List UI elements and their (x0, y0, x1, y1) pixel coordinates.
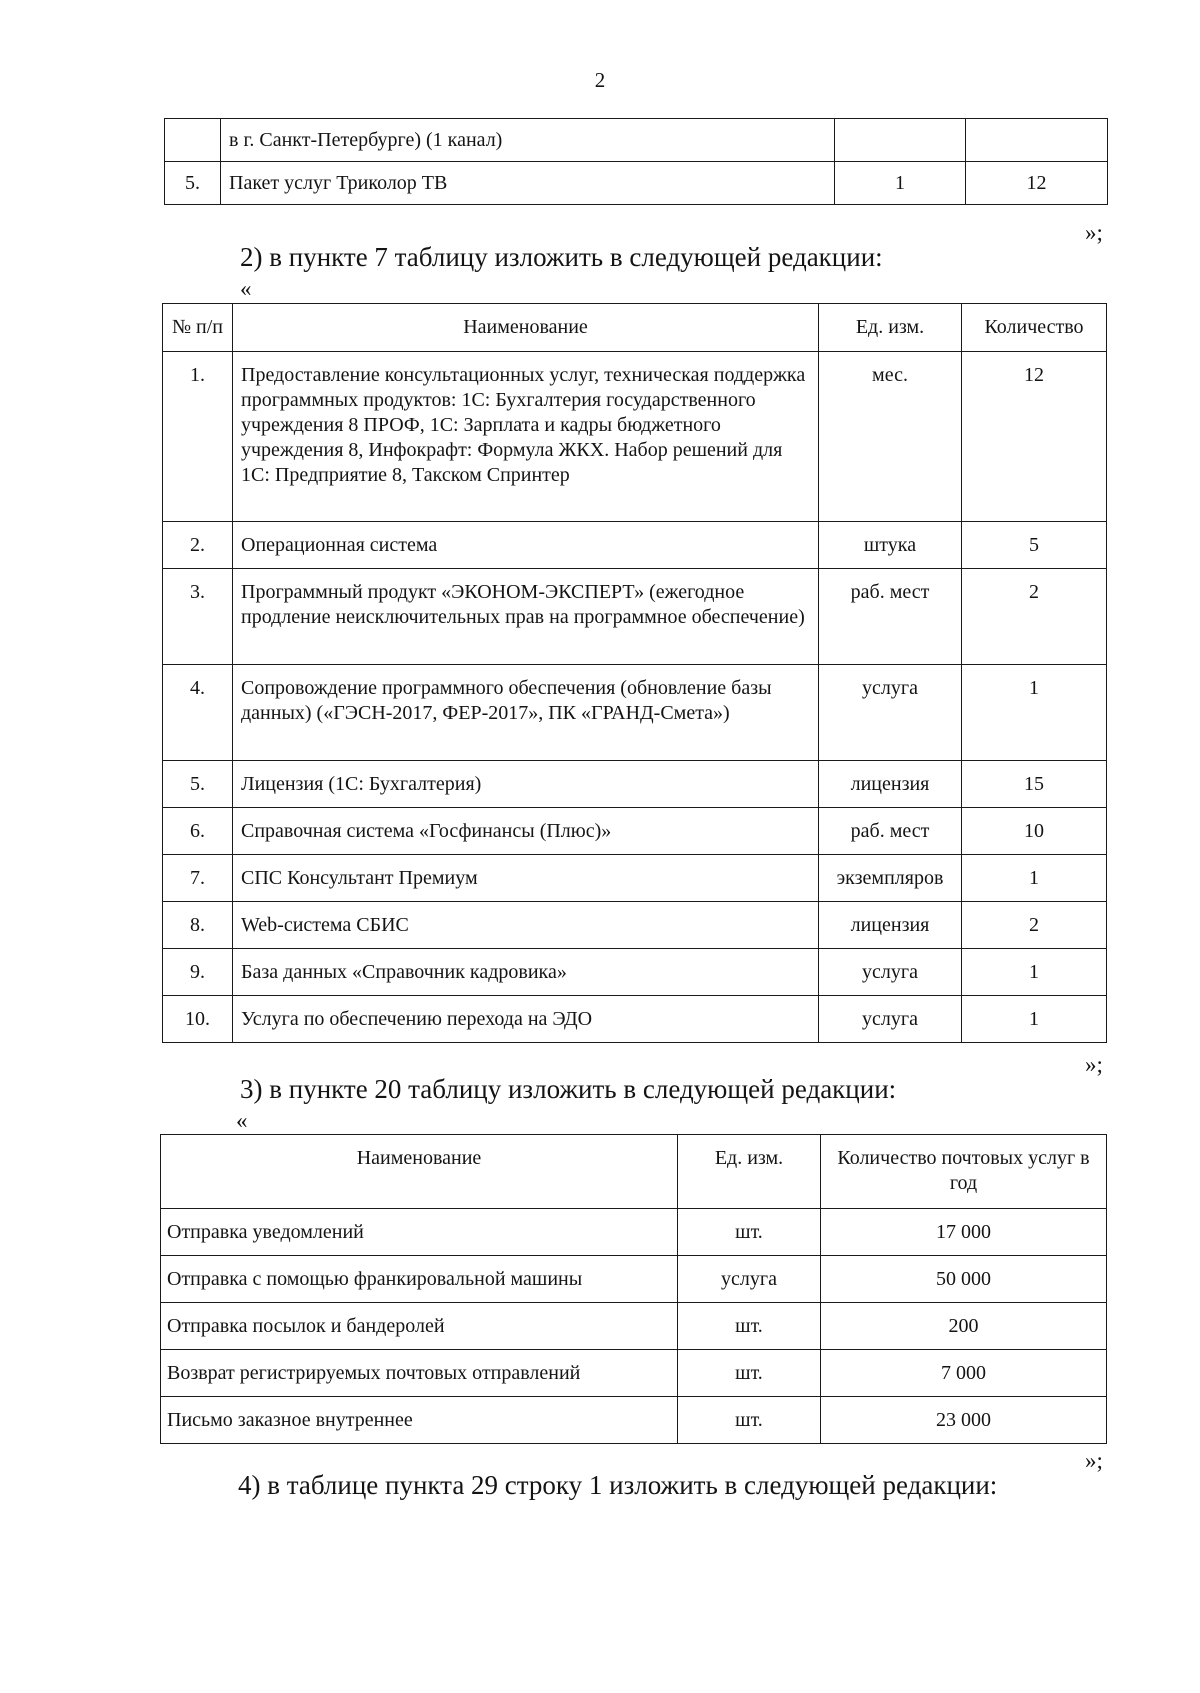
table-row (165, 119, 1108, 162)
table-cell: Услуга по обеспечению перехода на ЭДО (233, 996, 819, 1043)
table-cell: 2 (962, 569, 1107, 665)
table-cell: 1 (962, 996, 1107, 1043)
table-cell: услуга (819, 949, 962, 996)
table-cell: услуга (678, 1256, 821, 1303)
section-4-text: 4) в таблице пункта 29 строку 1 изложить в следующей редакции: (238, 1470, 998, 1500)
table-cell: 5 (962, 522, 1107, 569)
table-cell: экземпляров (819, 855, 962, 902)
table-cell: штука (819, 522, 962, 569)
table-row (163, 808, 1107, 855)
software-services-table (162, 303, 1107, 1043)
table-row (163, 949, 1107, 996)
table-cell: Отправка с помощью франкировальной машины (161, 1256, 678, 1303)
table-header-row (161, 1135, 1107, 1209)
table-cell: 2. (163, 522, 233, 569)
table-cell: Сопровождение программного обеспечения (обновление базы данных) («ГЭСН-2017, ФЕР-2017», ПК «ГРАНД-Смета») (233, 665, 819, 761)
table-row (161, 1397, 1107, 1444)
table-cell: услуга (819, 996, 962, 1043)
opening-quote-2: « (240, 276, 252, 301)
header-unit: Ед. изм. (678, 1135, 821, 1209)
table-row (163, 665, 1107, 761)
table-row (163, 522, 1107, 569)
table-cell (835, 119, 966, 162)
table-cell: раб. мест (819, 569, 962, 665)
table-cell: в г. Санкт-Петербурге) (1 канал) (221, 119, 835, 162)
table-cell: 15 (962, 761, 1107, 808)
table-cell (966, 119, 1108, 162)
table-cell: 7 000 (821, 1350, 1107, 1397)
table-cell: Возврат регистрируемых почтовых отправлений (161, 1350, 678, 1397)
table-cell: 12 (966, 162, 1108, 205)
table-header-row (163, 304, 1107, 352)
table-cell: 8. (163, 902, 233, 949)
closing-quote-2: »; (1085, 1052, 1103, 1077)
table-cell: Письмо заказное внутреннее (161, 1397, 678, 1444)
table-cell: 17 000 (821, 1209, 1107, 1256)
table-row (163, 996, 1107, 1043)
table-cell: 1 (835, 162, 966, 205)
table-cell: 1. (163, 352, 233, 522)
table-row (161, 1303, 1107, 1350)
table-row (163, 855, 1107, 902)
table-cell: СПС Консультант Премиум (233, 855, 819, 902)
table-cell: 10 (962, 808, 1107, 855)
table-cell: 4. (163, 665, 233, 761)
table-cell: 1 (962, 665, 1107, 761)
table-cell (165, 119, 221, 162)
table-cell: 23 000 (821, 1397, 1107, 1444)
header-num: № п/п (163, 304, 233, 352)
table-cell: раб. мест (819, 808, 962, 855)
table-row (161, 1350, 1107, 1397)
table-cell: 2 (962, 902, 1107, 949)
table-cell: Отправка уведомлений (161, 1209, 678, 1256)
table-cell: Web-система СБИС (233, 902, 819, 949)
table-cell: 9. (163, 949, 233, 996)
table-cell: База данных «Справочник кадровика» (233, 949, 819, 996)
table-cell: шт. (678, 1303, 821, 1350)
table-cell: Справочная система «Госфинансы (Плюс)» (233, 808, 819, 855)
header-name: Наименование (161, 1135, 678, 1209)
table-cell: Пакет услуг Триколор ТВ (221, 162, 835, 205)
table-cell: Лицензия (1С: Бухгалтерия) (233, 761, 819, 808)
table-row (165, 162, 1108, 205)
table-row (161, 1256, 1107, 1303)
table-cell: 7. (163, 855, 233, 902)
table-row (163, 902, 1107, 949)
section-3-text: 3) в пункте 20 таблицу изложить в следующей редакции: (240, 1074, 897, 1104)
table-row (163, 352, 1107, 522)
table-cell: Программный продукт «ЭКОНОМ-ЭКСПЕРТ» (ежегодное продление неисключительных прав на программное обеспечение) (233, 569, 819, 665)
table-cell: 3. (163, 569, 233, 665)
header-name: Наименование (233, 304, 819, 352)
table-row (161, 1209, 1107, 1256)
table-cell: мес. (819, 352, 962, 522)
table-cell: шт. (678, 1350, 821, 1397)
table-cell: 10. (163, 996, 233, 1043)
table-cell: Предоставление консультационных услуг, техническая поддержка программных продуктов: 1С: Бухгалтерия государственного учреждения 8 ПРОФ, 1С: Зарплата и кадры бюджетного учреждения 8, Инфокрафт: Формула ЖКХ. Набор решений для 1С: Предприятие 8, Такском Спринтер (233, 352, 819, 522)
table-cell: 200 (821, 1303, 1107, 1350)
header-qty: Количество почтовых услуг в год (821, 1135, 1107, 1209)
table-cell: Отправка посылок и бандеролей (161, 1303, 678, 1350)
table-cell: 12 (962, 352, 1107, 522)
table-cell: 1 (962, 855, 1107, 902)
table-cell: 5. (165, 162, 221, 205)
table-cell: 5. (163, 761, 233, 808)
table-cell: лицензия (819, 761, 962, 808)
section-2-text: 2) в пункте 7 таблицу изложить в следующей редакции: (240, 242, 883, 272)
table-cell: шт. (678, 1397, 821, 1444)
table-cell: услуга (819, 665, 962, 761)
header-qty: Количество (962, 304, 1107, 352)
header-unit: Ед. изм. (819, 304, 962, 352)
table-cell: лицензия (819, 902, 962, 949)
table-cell: шт. (678, 1209, 821, 1256)
opening-quote-3: « (236, 1108, 248, 1133)
table-cell: 50 000 (821, 1256, 1107, 1303)
table-cell: 1 (962, 949, 1107, 996)
closing-quote-1: »; (1085, 220, 1103, 245)
page-number: 2 (594, 68, 606, 92)
continuation-table (164, 118, 1108, 205)
closing-quote-3: »; (1085, 1448, 1103, 1473)
table-row (163, 569, 1107, 665)
table-cell: 6. (163, 808, 233, 855)
table-cell: Операционная система (233, 522, 819, 569)
postal-services-table (160, 1134, 1107, 1444)
table-row (163, 761, 1107, 808)
